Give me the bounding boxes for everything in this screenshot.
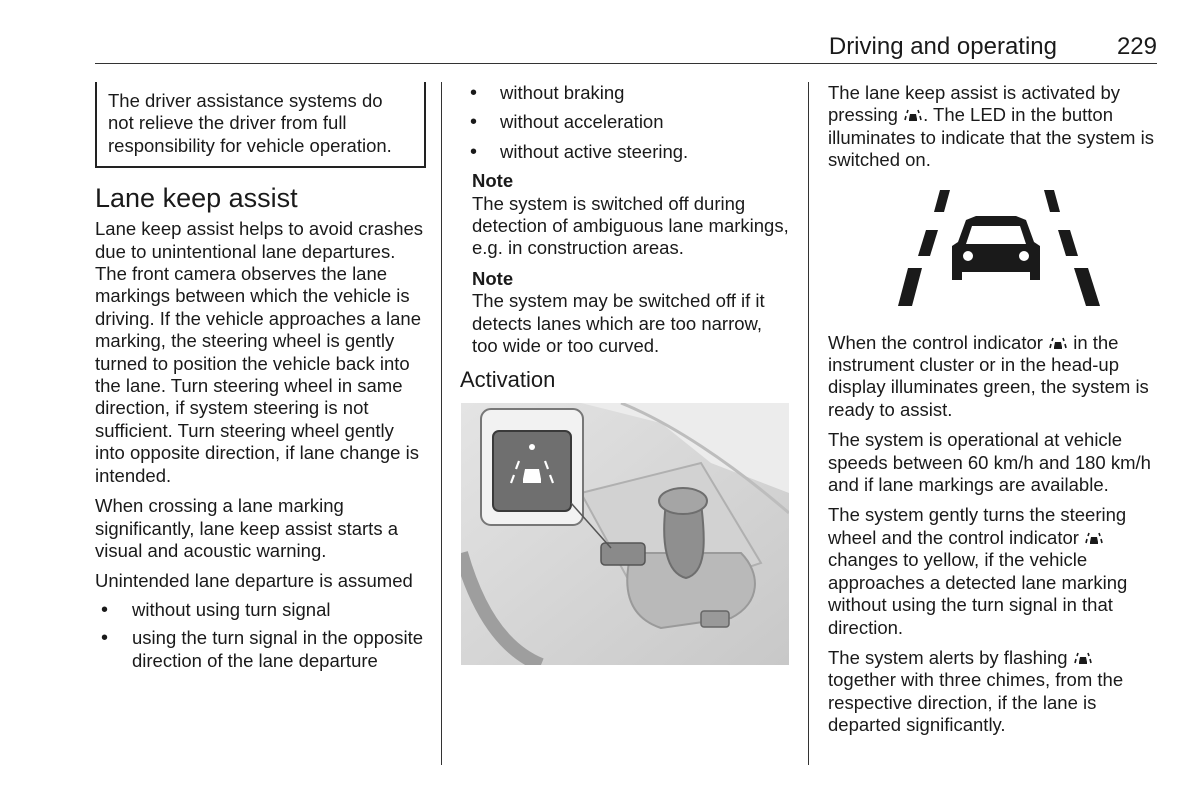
- lane-keep-assist-icon: [1084, 530, 1104, 546]
- list-item: • without active steering.: [472, 141, 792, 163]
- operational-paragraph: The system is operational at vehicle speeds between 60 km/h and 180 km/h and if lane markings are available.: [828, 429, 1151, 496]
- list-item: • without braking: [472, 82, 792, 104]
- note-text: The system may be switched off if it detects lanes which are too narrow, too wide or too curved.: [472, 290, 765, 357]
- list-item: • without acceleration: [472, 111, 792, 133]
- intro-paragraph: Lane keep assist helps to avoid crashes due to unintentional lane departures. The front camera observes the lane markings between which the vehicle is driving. If the vehicle approaches a lane marking, the steering wheel is gently turned to position the vehicle back into the lane. Turn steering wheel in same direction, if system steering is not sufficient. Turn steering wheel gently into opposite direction, if lane change is intended.: [95, 218, 424, 486]
- note-text: The system is switched off during detection of ambiguous lane markings, e.g. in construction areas.: [472, 192, 789, 259]
- column-divider: [808, 82, 809, 765]
- column-1: [95, 82, 427, 678]
- activation-heading: Activation: [460, 367, 556, 393]
- crossing-paragraph: When crossing a lane marking significantly, lane keep assist starts a visual and acoustic warning.: [95, 495, 398, 561]
- list-item: • using the turn signal in the opposite direction of the lane departure: [95, 627, 427, 672]
- lane-keep-assist-icon: [1073, 650, 1093, 666]
- departure-conditions-list: [95, 599, 427, 672]
- section-title: Driving and operating: [828, 33, 1057, 60]
- unintended-paragraph: Unintended lane departure is assumed: [95, 570, 413, 592]
- steering-paragraph: The system gently turns the steering wheel and the control indicator changes to yellow, if the vehicle approaches a detected lane marking without using the turn signal in that direction.: [828, 504, 1128, 638]
- column-2: [460, 82, 792, 675]
- notice-text: The driver assistance systems do not relieve the driver from full responsibility for vehicle operation.: [108, 90, 392, 156]
- list-item: • without using turn signal: [95, 599, 427, 621]
- notice-box: [95, 82, 426, 168]
- lane-keep-assist-icon: [903, 107, 923, 123]
- note-label: Note: [472, 170, 514, 192]
- alert-paragraph: The system alerts by flashing together with three chimes, from the respective direction, if the lane is departed significantly.: [828, 646, 1124, 736]
- control-indicator-paragraph: When the control indicator in the instrument cluster or in the head-up display illuminates green, the system is ready to assist.: [828, 331, 1149, 420]
- activation-paragraph: The lane keep assist is activated by pressing . The LED in the button illuminates to indicate that the system is switched on.: [828, 82, 1154, 171]
- lane-keep-assist-heading: Lane keep assist: [95, 183, 298, 214]
- header-divider: [95, 63, 1157, 64]
- condition-list: [472, 82, 792, 163]
- lane-keep-indicator-illustration: [828, 180, 1156, 320]
- lane-keep-assist-icon: [1048, 335, 1068, 351]
- column-divider: [441, 82, 442, 765]
- page-number: 229: [1116, 33, 1157, 60]
- center-console-illustration: [461, 403, 789, 665]
- note-label: Note: [472, 267, 514, 289]
- column-3: [828, 82, 1160, 745]
